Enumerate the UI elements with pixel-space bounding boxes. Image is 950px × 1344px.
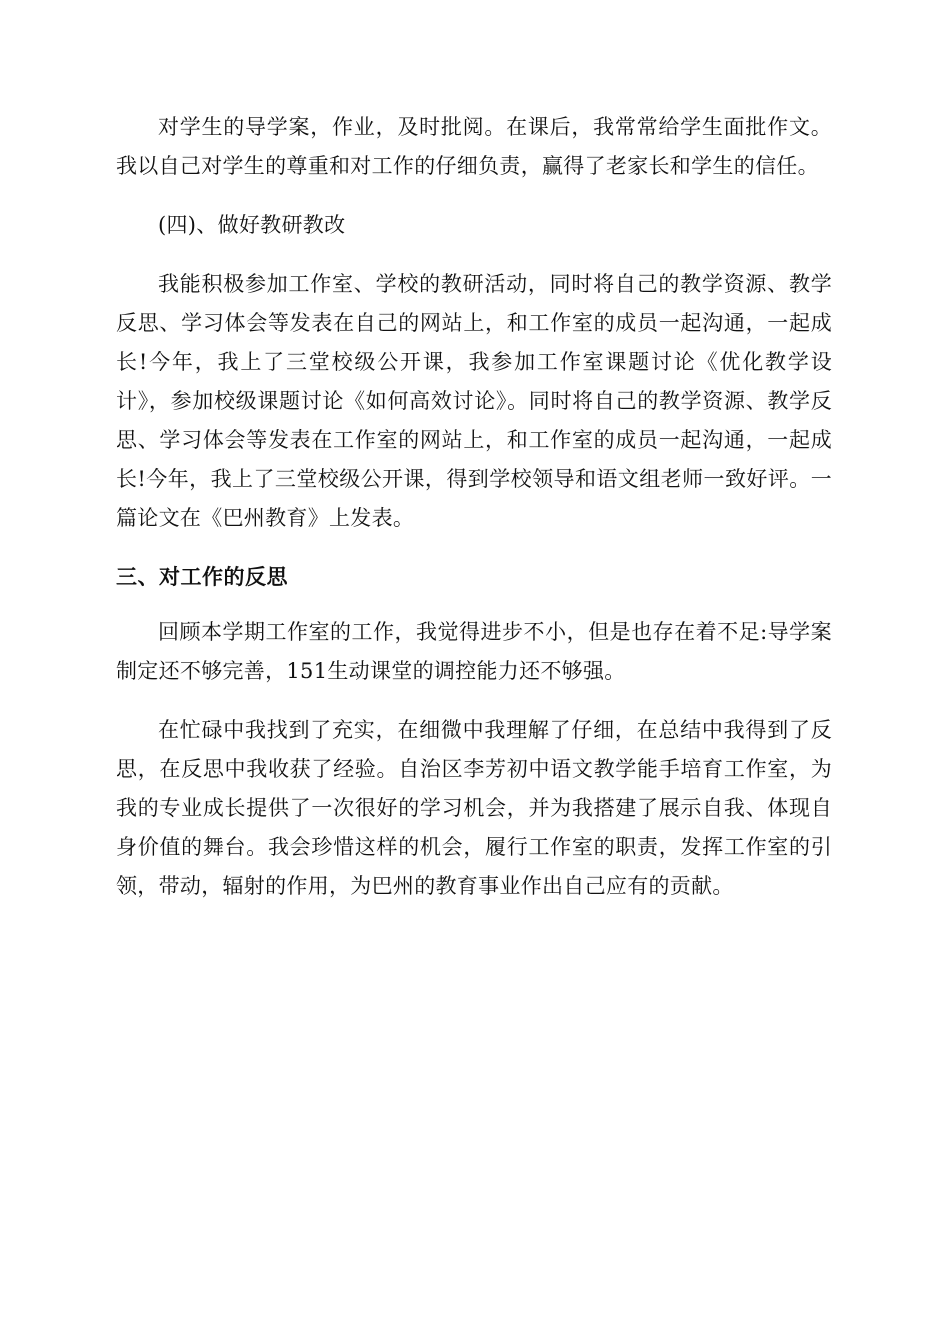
section-heading-reflection: 三、对工作的反思	[116, 565, 288, 589]
paragraph-research-activities: 我能积极参加工作室、学校的教研活动，同时将自己的教学资源、教学反思、学习体会等发表在自己的网站上，和工作室的成员一起沟通，一起成长!今年，我上了三堂校级公开课，我参加工作室课题讨论《优化教学设计》，参加校级课题讨论《如何高效讨论》。同时将自己的教学资源、教学反思、学习体会等发表在工作室的网站上，和工作室的成员一起沟通，一起成长!今年，我上了三堂校级公开课，得到学校领导和语文组老师一致好评。一篇论文在《巴州教育》上发表。	[116, 272, 832, 530]
paragraph-subheading-research: (四)、做好教研教改	[158, 213, 346, 237]
paragraph-homework-review: 对学生的导学案，作业，及时批阅。在课后，我常常给学生面批作文。我以自己对学生的尊重和对工作的仔细负责，赢得了老家长和学生的信任。	[116, 115, 832, 178]
paragraph-review-shortcomings: 回顾本学期工作室的工作，我觉得进步不小，但是也存在着不足:导学案制定还不够完善，151生动课堂的调控能力还不够强。	[116, 620, 832, 683]
paragraph-summary: 在忙碌中我找到了充实，在细微中我理解了仔细，在总结中我得到了反思，在反思中我收获了经验。自治区李芳初中语文教学能手培育工作室，为我的专业成长提供了一次很好的学习机会，并为我搭建了展示自我、体现自身价值的舞台。我会珍惜这样的机会，履行工作室的职责，发挥工作室的引领，带动，辐射的作用，为巴州的教育事业作出自己应有的贡献。	[116, 718, 832, 898]
